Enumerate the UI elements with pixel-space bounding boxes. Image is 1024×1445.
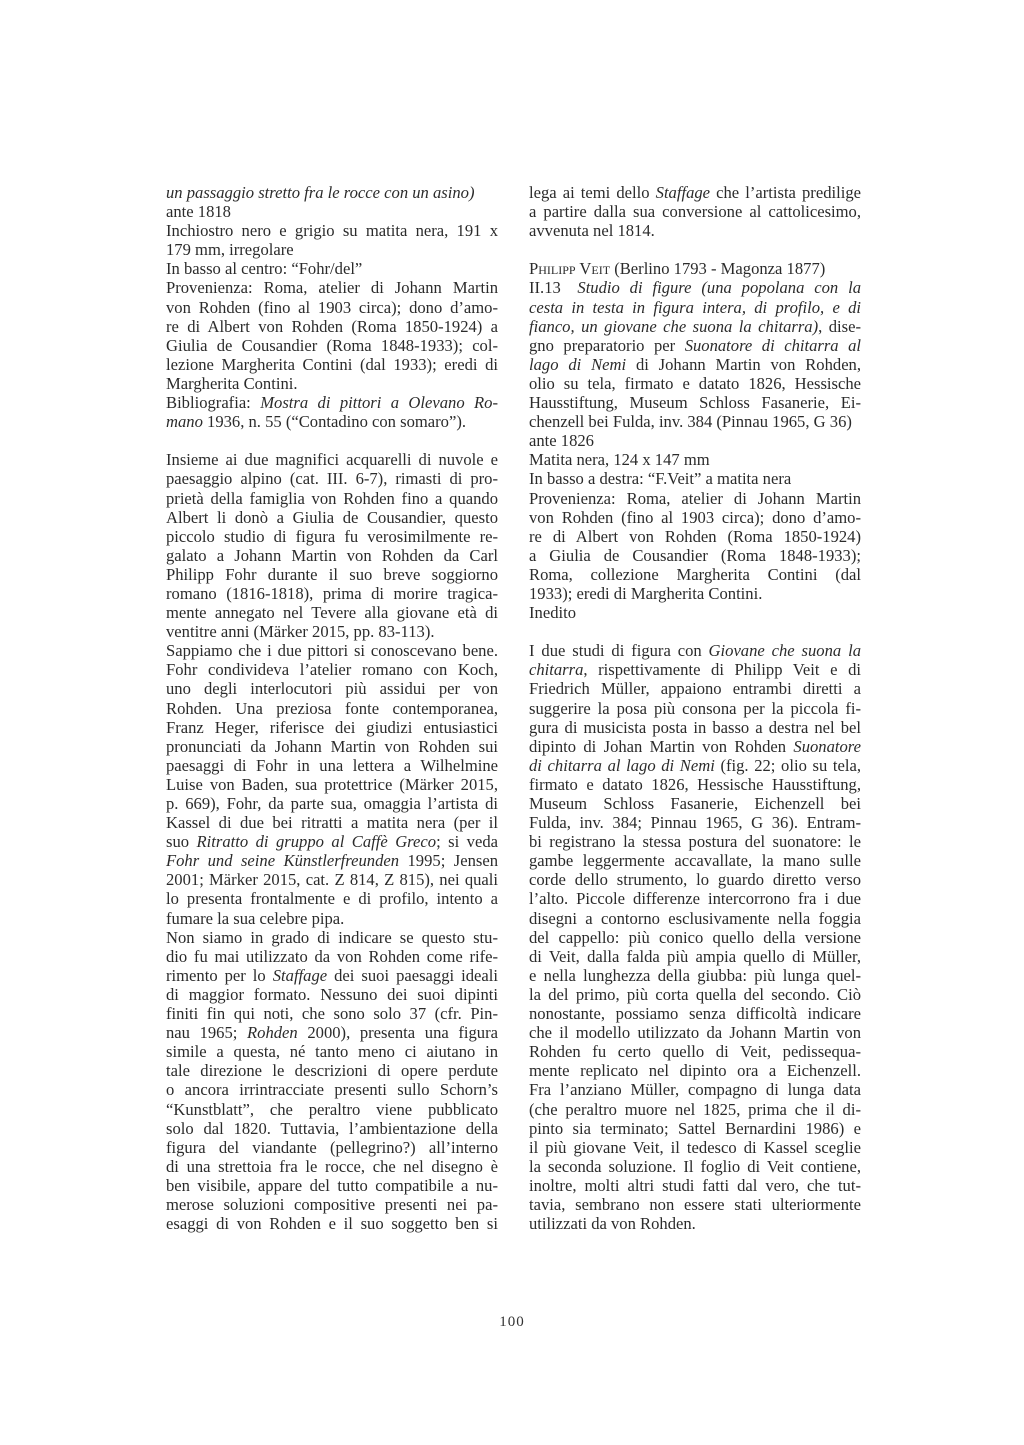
- entry-technique: Inchiostro nero e grigio su matita nera, 191 x: [166, 221, 498, 241]
- text-line: nau 1965; Rohden 2000), presenta una figura: [166, 1023, 498, 1043]
- essay-text-continued: [529, 183, 861, 240]
- text-line: merose soluzioni compositive presenti nei pa-: [166, 1194, 498, 1214]
- text-line: utilizzati da von Rohden.: [529, 1214, 696, 1234]
- text-line: Rohden. Una preziosa fonte contemporanea,: [166, 698, 498, 718]
- entry-title: [529, 278, 861, 431]
- text-line: gno preparatorio per Suonatore di chitarra al: [529, 335, 862, 355]
- text-line: e nella lunghezza della giubba: più lunga quel-: [529, 965, 861, 985]
- text-line: mente replicato nel dipinto ora a Eichenzell.: [529, 1061, 861, 1081]
- text-line: Museum Schloss Fasanerie, Eichenzell bei: [529, 794, 861, 813]
- text-line: o ancora irrintracciate presenti sullo Schorn’s: [166, 1080, 498, 1100]
- text-line: firmato e datato 1826, Hessische Hausstiftung,: [529, 774, 861, 794]
- entry-bibliography: Bibliografia: Mostra di pittori a Olevano Ro-: [166, 393, 498, 413]
- text-line: re di Albert von Rohden (Roma 1850-1924): [529, 526, 861, 546]
- entry-inscription: In basso al centro: “Fohr/del”: [166, 259, 363, 279]
- page-number: 100: [499, 1314, 525, 1330]
- entry-technique: Matita nera, 124 x 147 mm: [529, 450, 710, 470]
- text-line: von Rohden (fino al 1903 circa); dono d’amo-: [529, 507, 861, 527]
- text-line: l’alto. Piccole differenze intercorrono fra i due: [529, 889, 861, 909]
- text-line: Kassel di due bei ritratti a matita nera (per il: [166, 813, 498, 833]
- text-line: Insieme ai due magnifici acquarelli di nuvole e: [166, 450, 498, 470]
- text-line: uno degli interlocutori più assidui per von: [166, 679, 498, 699]
- entry-date: ante 1818: [166, 202, 231, 222]
- entry-title-first-line: II.13 Studio di figure (una popolana con la: [529, 278, 861, 298]
- entry-provenance: re di Albert von Rohden (Roma 1850-1924) a: [166, 316, 498, 336]
- artist-heading: [529, 259, 861, 278]
- text-line: simile a questa, né tanto meno ci aiutano in: [166, 1042, 498, 1062]
- text-line: olio su tela, firmato e datato 1826, Hessische: [529, 373, 861, 393]
- text-line: di una strettoia fra le rocce, che nel disegno è: [166, 1156, 498, 1176]
- text-line: pronunciati da Johann Martin von Rohden sui: [166, 736, 498, 756]
- text-line: esaggi di von Rohden e il suo soggetto ben si: [166, 1214, 498, 1234]
- entry-bibliography-cont: mano 1936, n. 55 (“Contadino con somaro”).: [166, 412, 467, 432]
- catalog-entry-tail: [166, 183, 498, 431]
- catalog-entry: [529, 259, 861, 622]
- text-line: suggerire la posa più consona per la piccola fi-: [529, 698, 861, 718]
- text-line: 1933); eredi di Margherita Contini.: [529, 583, 763, 603]
- entry-technique-cont: 179 mm, irregolare: [166, 240, 294, 260]
- text-line: avvenuta nel 1814.: [529, 221, 655, 241]
- text-line: mente annegato nel Tevere alla giovane età di: [166, 603, 498, 623]
- artist-name: Philipp Veit: [529, 259, 611, 279]
- text-line: Friedrich Müller, appaiono entrambi diretti a: [529, 679, 861, 699]
- text-line: pinto sia terminato; Sattel Bernardini 1986) e: [529, 1118, 861, 1138]
- text-line: I due studi di figura con Giovane che suona la: [529, 641, 861, 661]
- text-line: di chitarra al lago di Nemi (fig. 22; olio su tela,: [529, 755, 861, 775]
- text-line: Fulda, inv. 384; Pinnau 1965, G 36). Entram-: [529, 813, 861, 833]
- entry-title-end: un passaggio stretto fra le rocce con un asino): [166, 183, 475, 202]
- spacer: [529, 622, 861, 641]
- spacer: [529, 240, 861, 259]
- text-line: gambe leggermente accavallate, la mano sulle: [529, 851, 861, 871]
- catalog-number: II.13: [529, 278, 578, 298]
- text-line: piccolo studio di figura fu verosimilmente re-: [166, 526, 498, 546]
- text-line: dio fu mai utilizzato da von Rohden come rife-: [166, 946, 498, 966]
- text-line: Fohr und seine Künstlerfreunden 1995; Jensen: [166, 851, 498, 871]
- text-line: cesta in testa in figura intera, di profilo, e di: [529, 297, 861, 317]
- text-line: romano (1816-1818), prima di morire tragica-: [166, 583, 498, 603]
- entry-provenance: Margherita Contini.: [166, 373, 298, 393]
- text-line: galato a Johann Martin von Rohden da Carl: [166, 545, 498, 565]
- text-line: chenzell bei Fulda, inv. 384 (Pinnau 1965, G 36): [529, 412, 852, 432]
- text-line: Non siamo in grado di indicare se questo stu-: [166, 927, 498, 947]
- entry-date: ante 1826: [529, 431, 594, 451]
- entry-bibliography: Inedito: [529, 603, 577, 623]
- artist-dates: (Berlino 1793 - Magonza 1877): [610, 259, 826, 279]
- entry-provenance: lezione Margherita Contini (dal 1933); eredi di: [166, 354, 498, 374]
- text-line: di Veit, dalla falda più ampia quello di Müller,: [529, 946, 861, 966]
- text-line: gura di musicista posta in basso a destra nel bel: [529, 717, 861, 737]
- text-line: Fohr condivideva l’atelier romano con Koch,: [166, 660, 498, 680]
- text-line: Roma, collezione Margherita Contini (dal: [529, 564, 861, 584]
- text-line: di maggior formato. Nessuno dei suoi dipinti: [166, 984, 498, 1004]
- left-column: [166, 183, 498, 1233]
- entry-provenance: Giulia de Cousandier (Roma 1848-1933); col-: [166, 335, 498, 355]
- text-line: Provenienza: Roma, atelier di Johann Martin: [529, 488, 861, 508]
- text-line: Fra l’anziano Müller, compagno di lunga data: [529, 1080, 861, 1100]
- text-line: (che peraltro muore nel 1825, prima che il di-: [529, 1099, 861, 1119]
- entry-provenance: Provenienza: Roma, atelier di Johann Martin: [166, 278, 498, 298]
- essay-text: [166, 450, 498, 1233]
- entry-provenance: [529, 489, 861, 604]
- entry-inscription: In basso a destra: “F.Veit” a matita nera: [529, 469, 792, 489]
- text-line: lo presenta frontalmente e di profilo, intento a: [166, 889, 498, 909]
- text-line: del cappello: più conico quello della versione: [529, 927, 861, 947]
- text-line: solo dal 1820. Tuttavia, l’ambientazione della: [166, 1118, 498, 1138]
- text-line: Franz Heger, riferisce dei giudizi entusiastici: [166, 717, 498, 737]
- text-line: suo Ritratto di gruppo al Caffè Greco; si veda: [166, 832, 498, 852]
- text-line: a partire dalla sua conversione al cattolicesimo,: [529, 202, 861, 222]
- text-line: corde dello strumento, lo guardo diretto verso: [529, 870, 861, 890]
- text-line: Albert li donò a Giulia de Cousandier, questo: [166, 507, 498, 527]
- text-line: bi registrano la stessa postura del suonatore: le: [529, 832, 861, 852]
- text-line: “Kunstblatt”, che peraltro viene pubblicato: [166, 1099, 498, 1119]
- spacer: [166, 431, 498, 450]
- text-line: nonostante, possiamo senza difficoltà indicare: [529, 1004, 861, 1024]
- entry-provenance: von Rohden (fino al 1903 circa); dono d’amo-: [166, 297, 498, 317]
- text-line: paesaggi di Fohr in una lettera a Wilhelmine: [166, 755, 498, 775]
- text-line: paesaggio alpino (cat. III. 6-7), rimasti di pro-: [166, 469, 498, 489]
- text-line: 2001; Märker 2015, cat. Z 814, Z 815), nei quali: [166, 870, 498, 890]
- text-line: la seconda soluzione. Il foglio di Veit contiene,: [529, 1156, 861, 1176]
- text-line: Sappiamo che i due pittori si conoscevano bene.: [166, 641, 498, 661]
- text-line: tale direzione le descrizioni di opere perdute: [166, 1061, 498, 1081]
- text-line: che il modello utilizzato da Johann Martin von: [529, 1023, 861, 1043]
- text-line: la del primo, più corta quella del secondo. Ciò: [529, 984, 861, 1004]
- text-line: Rohden fu certo quello di Veit, pedissequa-: [529, 1042, 861, 1062]
- text-line: fianco, un giovane che suona la chitarra), dise-: [529, 316, 861, 336]
- text-line: Philipp Fohr durante il suo breve soggiorno: [166, 564, 498, 584]
- text-line: a Giulia de Cousandier (Roma 1848-1933);: [529, 545, 861, 565]
- right-column: [529, 183, 861, 1233]
- text-line: lago di Nemi di Johann Martin von Rohden,: [529, 354, 862, 374]
- text-line: rimento per lo Staffage dei suoi paesaggi ideali: [166, 965, 498, 985]
- text-line: lega ai temi dello Staffage che l’artista predilige: [529, 183, 861, 202]
- text-line: figura del viandante (pellegrino?) all’interno: [166, 1137, 498, 1157]
- text-line: p. 669), Fohr, da parte sua, omaggia l’artista di: [166, 794, 498, 813]
- text-line: dipinto di Johan Martin von Rohden Suonatore: [529, 736, 861, 756]
- text-line: inoltre, molti altri studi fatti dal vero, che tut-: [529, 1175, 861, 1195]
- essay-text: [529, 641, 861, 1233]
- text-line: finiti fin qui noti, che sono solo 37 (cfr. Pin-: [166, 1004, 498, 1024]
- text-line: ben visibile, appare del tutto compatibile a nu-: [166, 1175, 498, 1195]
- text-line: fumare la sua celebre pipa.: [166, 908, 345, 928]
- text-line: disegni a contorno esclusivamente nella foggia: [529, 908, 861, 928]
- text-line: chitarra, rispettivamente di Philipp Veit e di: [529, 660, 861, 680]
- text-line: Luise von Baden, sua protettrice (Märker 2015,: [166, 774, 498, 794]
- text-line: prietà della famiglia von Rohden fino a quando: [166, 488, 498, 508]
- text-line: tavia, sembrano non essere stati ulteriormente: [529, 1194, 861, 1214]
- text-line: Hausstiftung, Museum Schloss Fasanerie, Ei-: [529, 393, 861, 413]
- text-line: il più giovane Veit, il tedesco di Kassel sceglie: [529, 1137, 861, 1157]
- text-line: ventitre anni (Märker 2015, pp. 83-113).: [166, 622, 435, 642]
